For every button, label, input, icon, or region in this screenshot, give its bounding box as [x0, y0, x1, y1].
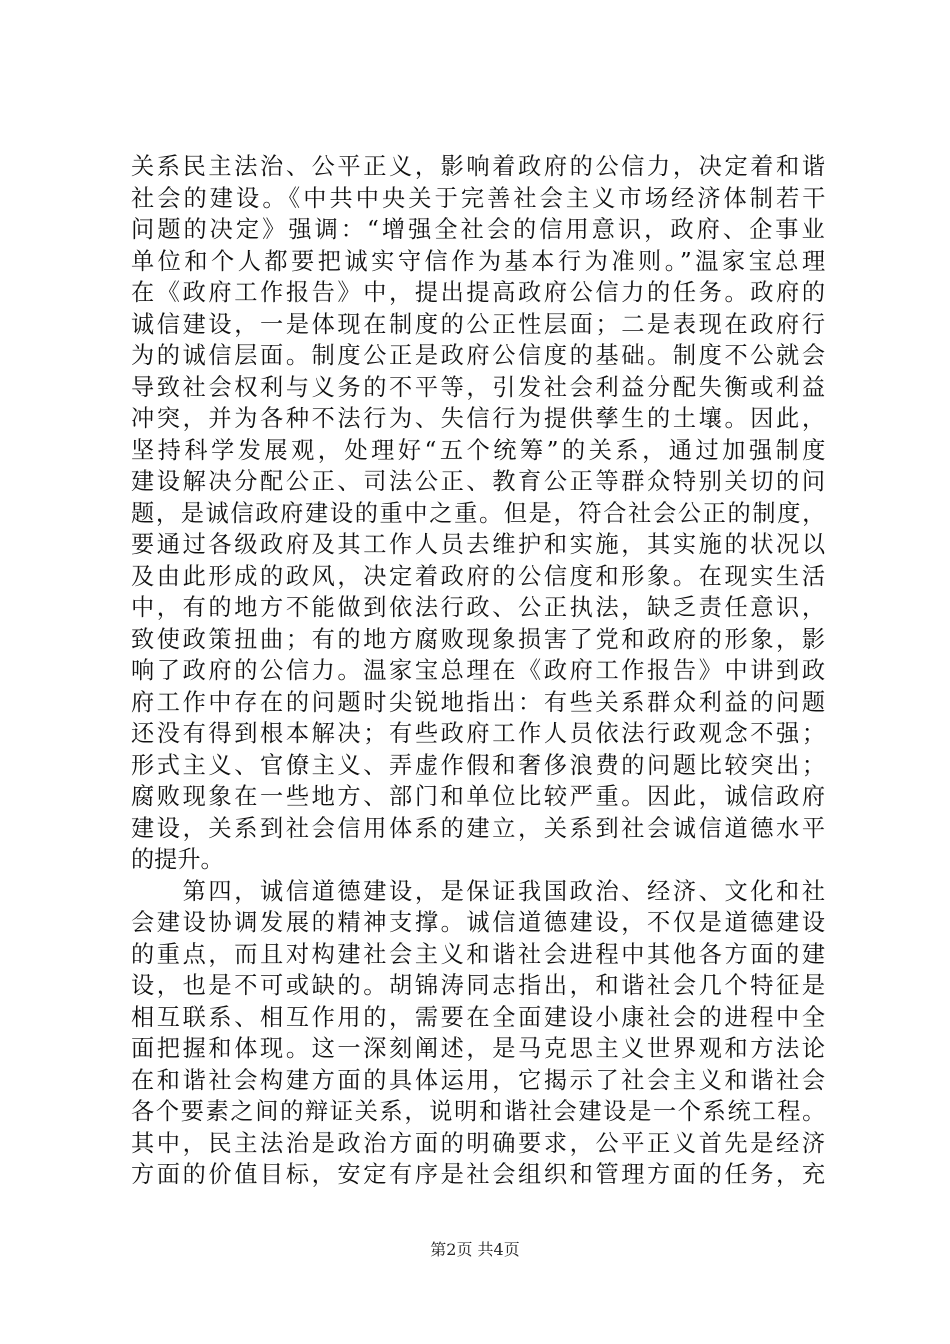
- text-line: 冲突，并为各种不法行为、失信行为提供孳生的土壤。因此，: [131, 405, 828, 432]
- text-line: 腐败现象在一些地方、部门和单位比较严重。因此，诚信政府: [131, 783, 828, 810]
- text-line: 的提升。: [131, 846, 224, 873]
- text-line: 问题的决定》强调：“增强全社会的信用意识，政府、企事业: [131, 216, 828, 243]
- text-line: 府工作中存在的问题时尖锐地指出：有些关系群众利益的问题: [131, 688, 828, 716]
- text-line: 单位和个人都要把诚实守信作为基本行为准则。”温家宝总理: [131, 247, 829, 275]
- text-line: 关系民主法治、公平正义，影响着政府的公信力，决定着和谐: [131, 153, 828, 180]
- body-text: [131, 151, 829, 1191]
- text-line: 诚信建设，一是体现在制度的公正性层面；二是表现在政府行: [131, 310, 828, 338]
- text-line: 在《政府工作报告》中，提出提高政府公信力的任务。政府的: [131, 279, 828, 306]
- text-line: 要通过各级政府及其工作人员去维护和实施，其实施的状况以: [131, 531, 828, 558]
- text-line: 还没有得到根本解决；有些政府工作人员依法行政观念不强；: [131, 720, 828, 747]
- page-footer: 第2页 共4页: [430, 1240, 520, 1259]
- text-line: 设，也是不可或缺的。胡锦涛同志指出，和谐社会几个特征是: [131, 972, 828, 999]
- text-line: 各个要素之间的辩证关系，说明和谐社会建设是一个系统工程。: [131, 1098, 827, 1125]
- text-line: 第四，诚信道德建设，是保证我国政治、经济、文化和社: [131, 877, 828, 905]
- text-line: 社会的建设。《中共中央关于完善社会主义市场经济体制若干: [131, 184, 829, 212]
- text-line: 题，是诚信政府建设的重中之重。但是，符合社会公正的制度，: [131, 499, 827, 527]
- text-line: 中，有的地方不能做到依法行政、公正执法，缺乏责任意识，: [131, 594, 828, 621]
- text-line: 致使政策扭曲；有的地方腐败现象损害了党和政府的形象，影: [131, 625, 828, 653]
- text-line: 会建设协调发展的精神支撑。诚信道德建设，不仅是道德建设: [131, 909, 828, 936]
- text-line: 导致社会权利与义务的不平等，引发社会利益分配失衡或利益: [131, 373, 828, 401]
- text-line: 为的诚信层面。制度公正是政府公信度的基础。制度不公就会: [131, 342, 828, 369]
- text-line: 面把握和体现。这一深刻阐述，是马克思主义世界观和方法论: [131, 1035, 828, 1062]
- text-line: 相互联系、相互作用的，需要在全面建设小康社会的进程中全: [131, 1003, 828, 1031]
- text-line: 方面的价值目标，安定有序是社会组织和管理方面的任务，充: [131, 1161, 828, 1188]
- text-line: 形式主义、官僚主义、弄虚作假和奢侈浪费的问题比较突出；: [131, 751, 828, 779]
- text-line: 响了政府的公信力。温家宝总理在《政府工作报告》中讲到政: [131, 657, 828, 684]
- text-line: 及由此形成的政风，决定着政府的公信度和形象。在现实生活: [131, 562, 828, 590]
- text-line: 坚持科学发展观，处理好“五个统筹”的关系，通过加强制度: [131, 436, 829, 464]
- text-line: 建设解决分配公正、司法公正、教育公正等群众特别关切的问: [131, 468, 828, 495]
- text-line: 建设，关系到社会信用体系的建立，关系到社会诚信道德水平: [131, 814, 828, 842]
- text-line: 在和谐社会构建方面的具体运用，它揭示了社会主义和谐社会: [131, 1066, 828, 1094]
- text-line: 的重点，而且对构建社会主义和谐社会进程中其他各方面的建: [131, 940, 828, 968]
- text-line: 其中，民主法治是政治方面的明确要求，公平正义首先是经济: [131, 1129, 828, 1157]
